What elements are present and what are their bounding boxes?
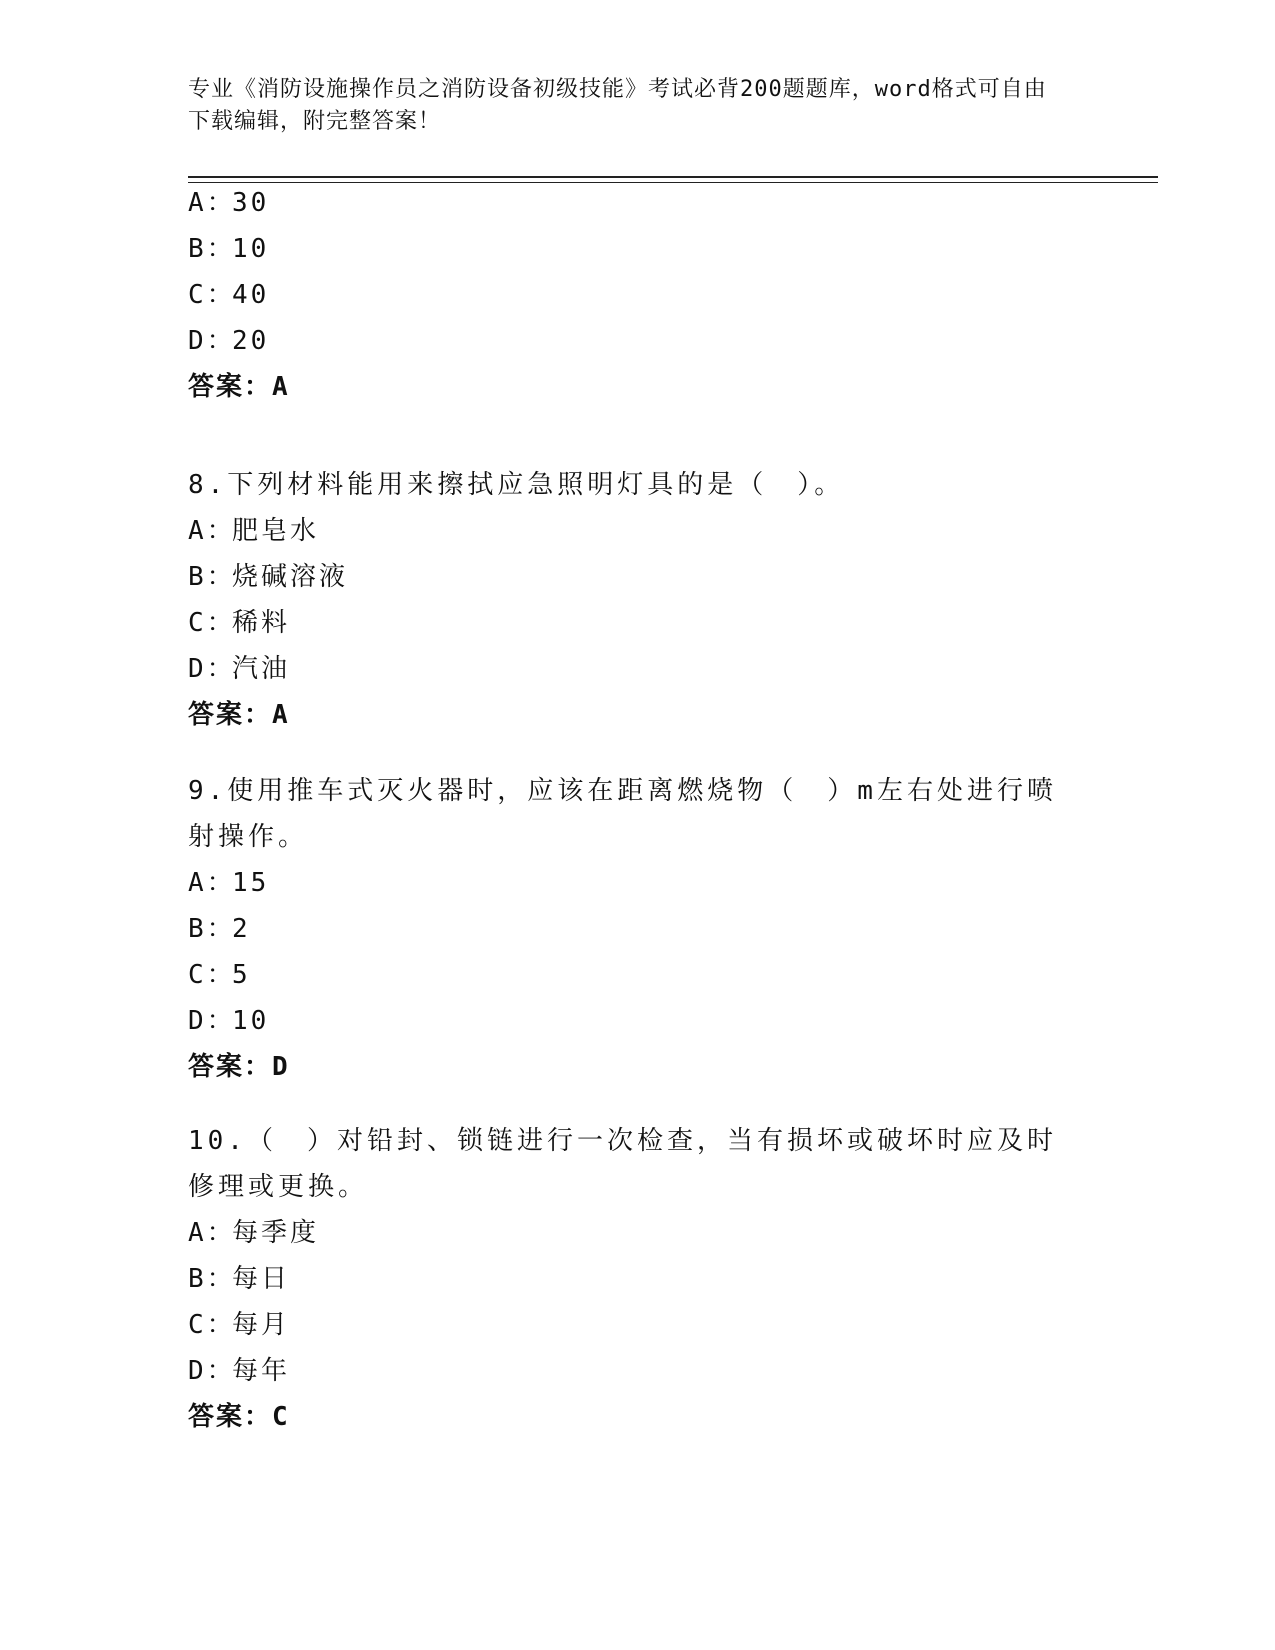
option-label: B： <box>188 914 236 944</box>
option-text: 每日 <box>232 1264 291 1294</box>
answer-label: 答案： <box>188 1052 273 1082</box>
question-stem: 8.下列材料能用来擦拭应急照明灯具的是（ ）。 <box>188 470 845 500</box>
option-text: 20 <box>232 326 270 356</box>
option-text: 15 <box>232 868 270 898</box>
option-label: A： <box>188 516 236 546</box>
option-c <box>188 1302 1088 1348</box>
question-stem: 9.使用推车式灭火器时，应该在距离燃烧物（ ）m左右处进行喷射操作。 <box>188 776 1057 852</box>
option-label: C： <box>188 960 236 990</box>
option-text: 每季度 <box>232 1218 320 1248</box>
answer-value: C <box>272 1402 290 1432</box>
option-b <box>188 906 1088 952</box>
option-text: 10 <box>232 1006 270 1036</box>
option-label: A： <box>188 188 236 218</box>
question-stem: 10.（ ）对铅封、锁链进行一次检查，当有损坏或破坏时应及时修理或更换。 <box>188 1126 1057 1202</box>
option-label: A： <box>188 868 236 898</box>
option-label: B： <box>188 234 236 264</box>
answer-label: 答案： <box>188 372 273 402</box>
option-text: 汽油 <box>232 654 291 684</box>
question-7-continuation <box>188 180 1088 410</box>
answer-line <box>188 1044 1088 1090</box>
option-a <box>188 508 1088 554</box>
header-divider <box>188 176 1158 178</box>
option-c <box>188 272 1088 318</box>
option-text: 每月 <box>232 1310 291 1340</box>
answer-line <box>188 1394 1088 1440</box>
document-title: 专业《消防设施操作员之消防设备初级技能》考试必背200题题库，word格式可自由下载编辑，附完整答案！ <box>188 77 1047 134</box>
question-9 <box>188 768 1088 1090</box>
option-a <box>188 860 1088 906</box>
option-label: D： <box>188 1006 236 1036</box>
answer-value: A <box>272 372 290 402</box>
question-10 <box>188 1118 1088 1440</box>
option-text: 10 <box>232 234 270 264</box>
option-b <box>188 1256 1088 1302</box>
option-text: 稀料 <box>232 608 291 638</box>
option-label: B： <box>188 1264 236 1294</box>
answer-value: A <box>272 700 290 730</box>
option-d <box>188 1348 1088 1394</box>
option-text: 30 <box>232 188 270 218</box>
option-label: B： <box>188 562 236 592</box>
answer-value: D <box>272 1052 290 1082</box>
answer-line <box>188 692 1088 738</box>
option-label: C： <box>188 608 236 638</box>
option-d <box>188 318 1088 364</box>
option-label: C： <box>188 1310 236 1340</box>
option-d <box>188 998 1088 1044</box>
option-label: D： <box>188 1356 236 1386</box>
option-label: A： <box>188 1218 236 1248</box>
option-d <box>188 646 1088 692</box>
answer-label: 答案： <box>188 700 273 730</box>
option-text: 2 <box>232 914 251 944</box>
question-8 <box>188 462 1088 738</box>
answer-line <box>188 364 1088 410</box>
option-a <box>188 180 1088 226</box>
option-text: 5 <box>232 960 251 990</box>
option-text: 肥皂水 <box>232 516 320 546</box>
option-label: C： <box>188 280 236 310</box>
option-text: 烧碱溶液 <box>232 562 349 592</box>
option-b <box>188 226 1088 272</box>
option-text: 40 <box>232 280 270 310</box>
option-label: D： <box>188 654 236 684</box>
option-label: D： <box>188 326 236 356</box>
option-a <box>188 1210 1088 1256</box>
option-c <box>188 952 1088 998</box>
option-text: 每年 <box>232 1356 291 1386</box>
answer-label: 答案： <box>188 1402 273 1432</box>
option-b <box>188 554 1088 600</box>
option-c <box>188 600 1088 646</box>
